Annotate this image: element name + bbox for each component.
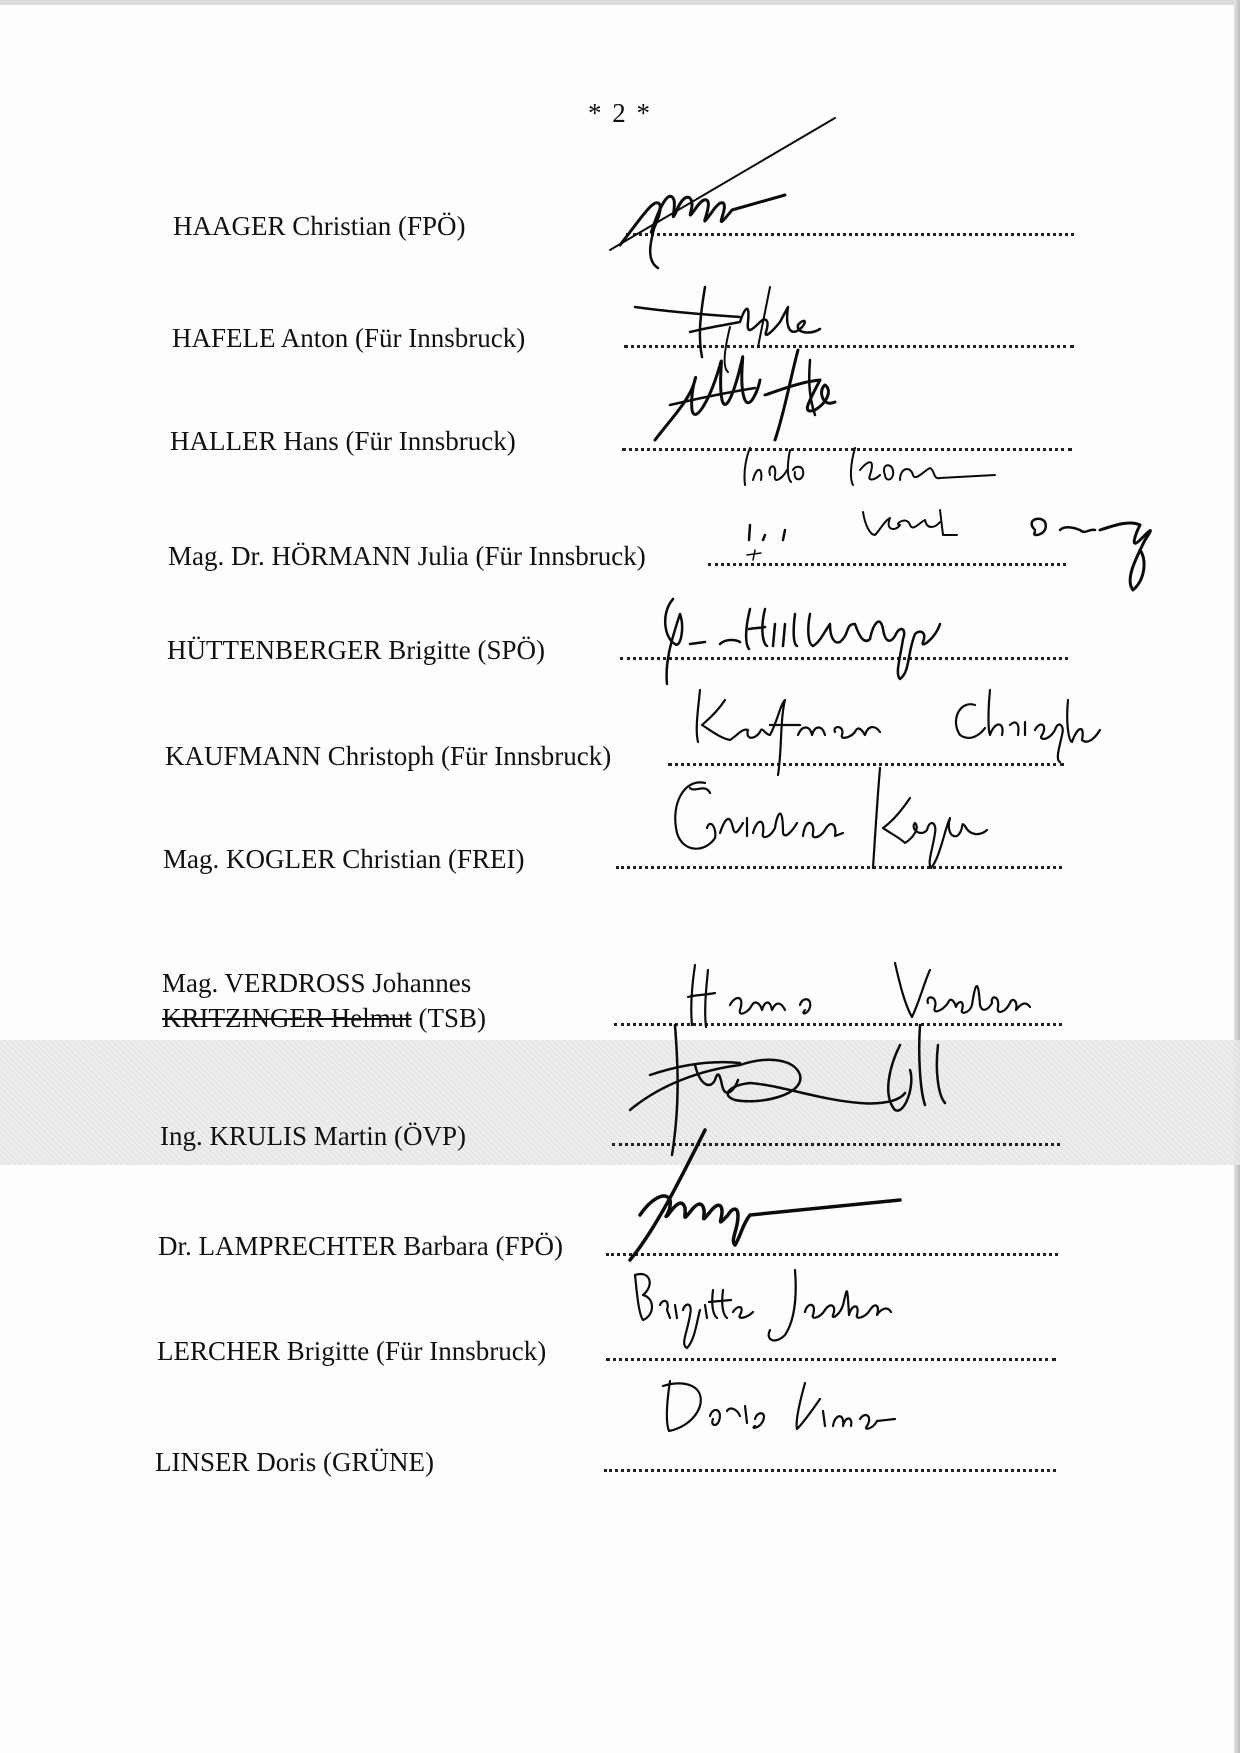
signature-row bbox=[0, 614, 1240, 674]
signature-row bbox=[0, 1210, 1240, 1270]
signatory-name: KAUFMANN Christoph (Für Innsbruck) bbox=[165, 741, 612, 771]
signature-line bbox=[604, 1469, 1056, 1472]
signature-lercher bbox=[625, 1260, 905, 1355]
signature-row bbox=[0, 190, 1240, 250]
signature-row bbox=[0, 1426, 1240, 1486]
signature-linser bbox=[655, 1371, 935, 1451]
signatory-name: Ing. KRULIS Martin (ÖVP) bbox=[160, 1121, 466, 1151]
signature-row bbox=[0, 1315, 1240, 1375]
signature-line bbox=[606, 1358, 1056, 1361]
signature-kogler bbox=[665, 758, 1005, 893]
signature-huettenberger bbox=[645, 584, 1015, 694]
signatory-name-replaced bbox=[162, 1001, 486, 1036]
page-number: * 2 * bbox=[588, 98, 652, 128]
signatory-name: LINSER Doris (GRÜNE) bbox=[155, 1447, 434, 1477]
party: (TSB) bbox=[411, 1003, 486, 1033]
signature-row bbox=[0, 823, 1240, 883]
signatory-name: Mag. VERDROSS Johannes bbox=[162, 968, 472, 998]
struck-name: KRITZINGER Helmut bbox=[162, 1003, 412, 1033]
signatory-name: HÜTTENBERGER Brigitte (SPÖ) bbox=[167, 635, 545, 665]
signature-row bbox=[0, 302, 1240, 362]
signatory-name: Mag. Dr. HÖRMANN Julia (Für Innsbruck) bbox=[168, 541, 646, 571]
signature-row bbox=[0, 720, 1240, 780]
scan-edge-top bbox=[0, 0, 1240, 5]
signatory-name: Dr. LAMPRECHTER Barbara (FPÖ) bbox=[158, 1231, 563, 1261]
signature-row bbox=[0, 520, 1240, 580]
signatory-name-block bbox=[162, 966, 486, 1036]
signature-haager bbox=[600, 100, 860, 270]
signatory-name: HALLER Hans (Für Innsbruck) bbox=[170, 426, 516, 456]
signatory-name: Mag. KOGLER Christian (FREI) bbox=[163, 844, 525, 874]
signatory-name: LERCHER Brigitte (Für Innsbruck) bbox=[157, 1336, 547, 1366]
signature-lamprechter bbox=[610, 1120, 910, 1270]
signatory-name: HAFELE Anton (Für Innsbruck) bbox=[172, 323, 526, 353]
signatory-name: HAAGER Christian (FPÖ) bbox=[173, 211, 466, 241]
